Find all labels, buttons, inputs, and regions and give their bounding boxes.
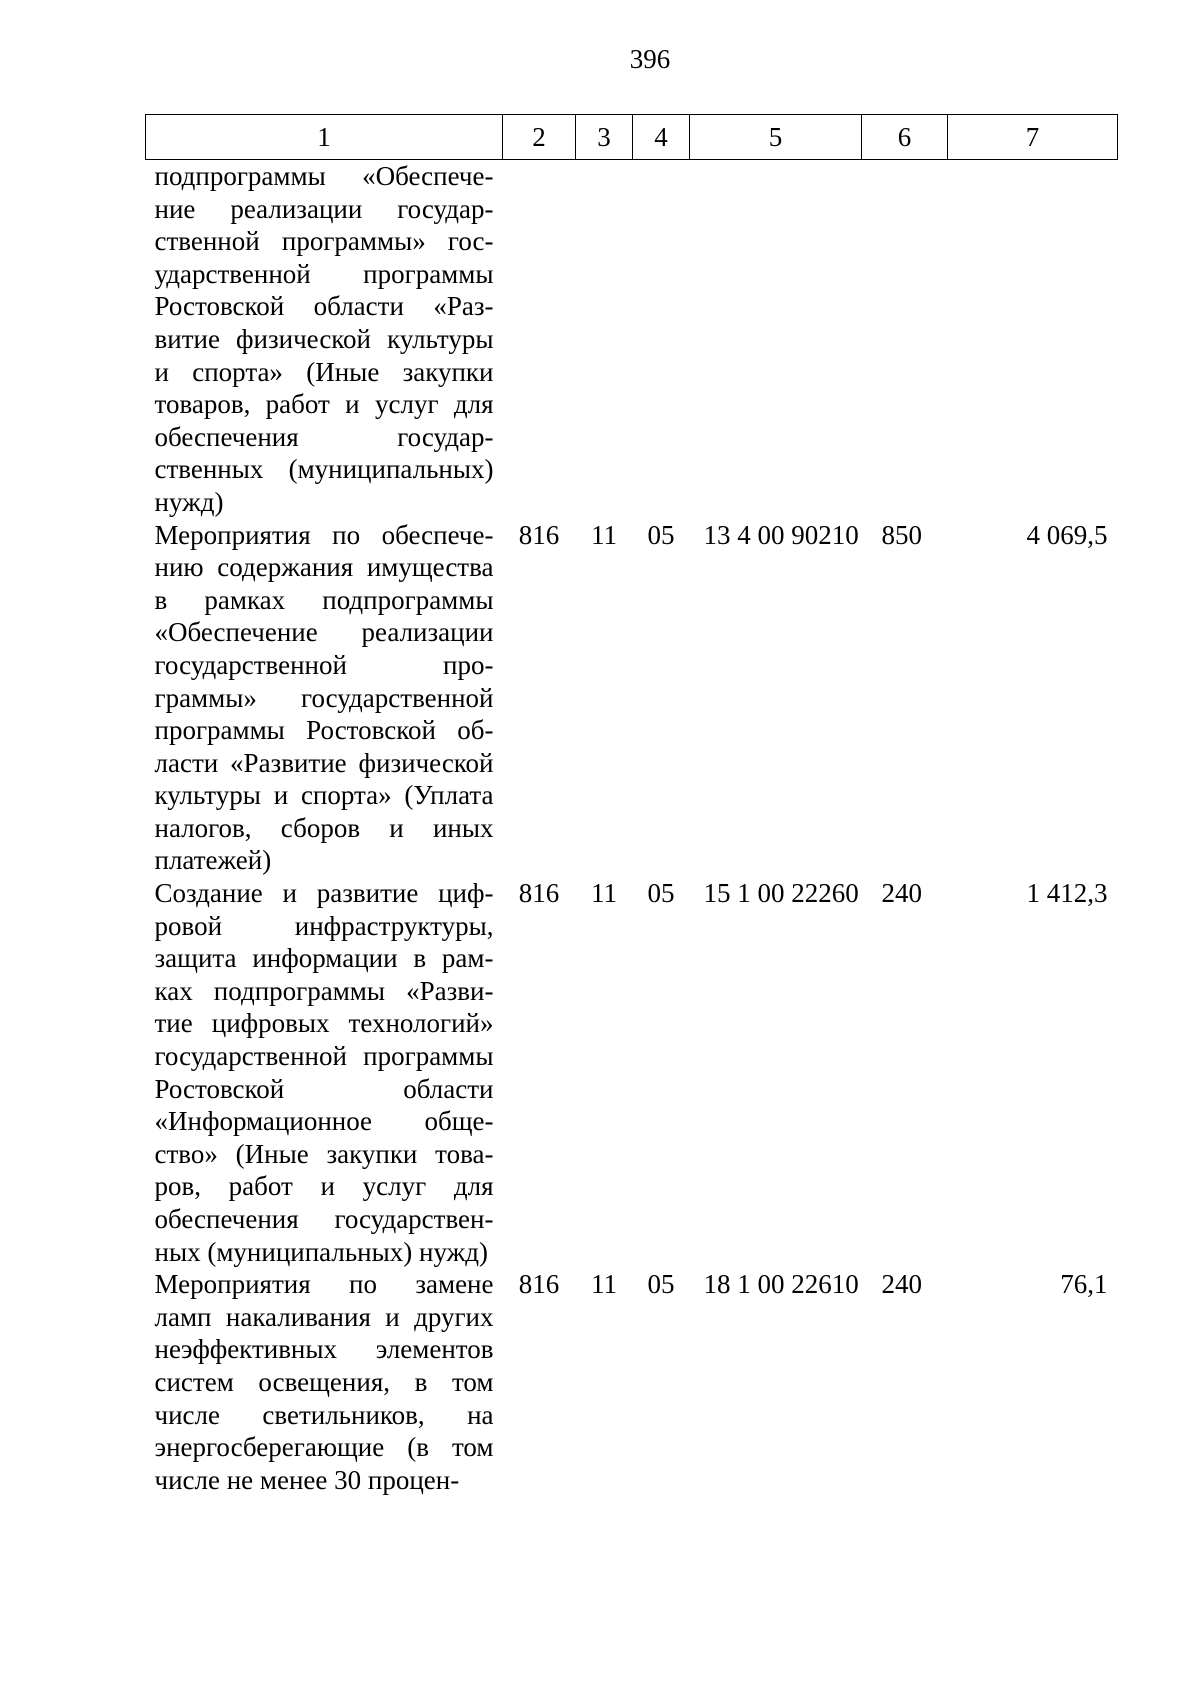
row-description: Мероприятия по замене ламп накаливания и других неэффективных элементов систем освещения, в том числе светильников, на энергосберегающие (в том числе не менее 30 процен- [154, 1269, 494, 1495]
expense-type-code: 240 [881, 1269, 922, 1300]
ministry-code: 816 [518, 878, 560, 909]
column-header-2: 2 [503, 115, 576, 160]
target-article-code [690, 160, 862, 519]
column-header-6: 6 [862, 115, 948, 160]
target-article-code: 15 1 00 22260 [703, 878, 859, 909]
expense-type-code: 240 [881, 878, 922, 909]
column-header-1: 1 [146, 115, 503, 160]
header-row [146, 115, 1118, 160]
table-header [146, 115, 1118, 160]
expense-type-code: 850 [881, 519, 922, 550]
table-row [146, 519, 1118, 878]
amount-value: 1 412,3 [1026, 878, 1108, 909]
amount-value: 76,1 [1060, 1269, 1108, 1300]
target-article-code: 18 1 00 22610 [703, 1269, 859, 1300]
column-header-3: 3 [576, 115, 633, 160]
budget-table [145, 114, 1118, 1496]
section-code: 11 [591, 878, 617, 909]
section-code: 11 [591, 1269, 617, 1300]
subsection-code: 05 [647, 1269, 675, 1300]
ministry-code: 816 [518, 1269, 560, 1300]
subsection-code: 05 [647, 878, 675, 909]
column-header-7: 7 [948, 115, 1118, 160]
subsection-code [633, 160, 690, 519]
row-description: Мероприятия по обеспечению содержания имущества в рамках подпрограммы «Обеспечение реализации государственной программы» государственной программы Ростовской области «Развитие физической культуры и спорта» (Уплата налогов, сборов и иных платежей) [154, 519, 494, 876]
column-header-5: 5 [690, 115, 862, 160]
ministry-code: 816 [518, 519, 560, 550]
table-row [146, 877, 1118, 1268]
table-body [146, 160, 1118, 1497]
target-article-code: 13 4 00 90210 [703, 519, 859, 550]
ministry-code [503, 160, 576, 519]
column-header-4: 4 [633, 115, 690, 160]
amount-value: 4 069,5 [1026, 519, 1108, 550]
amount-value [948, 160, 1118, 519]
expense-type-code [862, 160, 948, 519]
page-number: 396 [629, 44, 671, 74]
subsection-code: 05 [647, 519, 675, 550]
table-row [146, 1268, 1118, 1496]
row-description: Создание и развитие цифровой инфраструктуры, защита информации в рамках подпрограммы «Развитие цифровых технологий» государственной программы Ростовской области «Информационное общество» (Иные закупки товаров, работ и услуг для обеспечения государственных (муниципальных) нужд) [154, 878, 494, 1267]
row-description: подпрограммы «Обеспечение реализации государственной программы» государственной программы Ростовской области «Развитие физической культуры и спорта» (Иные закупки товаров, работ и услуг для обеспечения государственных (муниципальных) нужд) [154, 161, 494, 517]
table-row [146, 160, 1118, 519]
section-code: 11 [591, 519, 617, 550]
section-code [576, 160, 633, 519]
